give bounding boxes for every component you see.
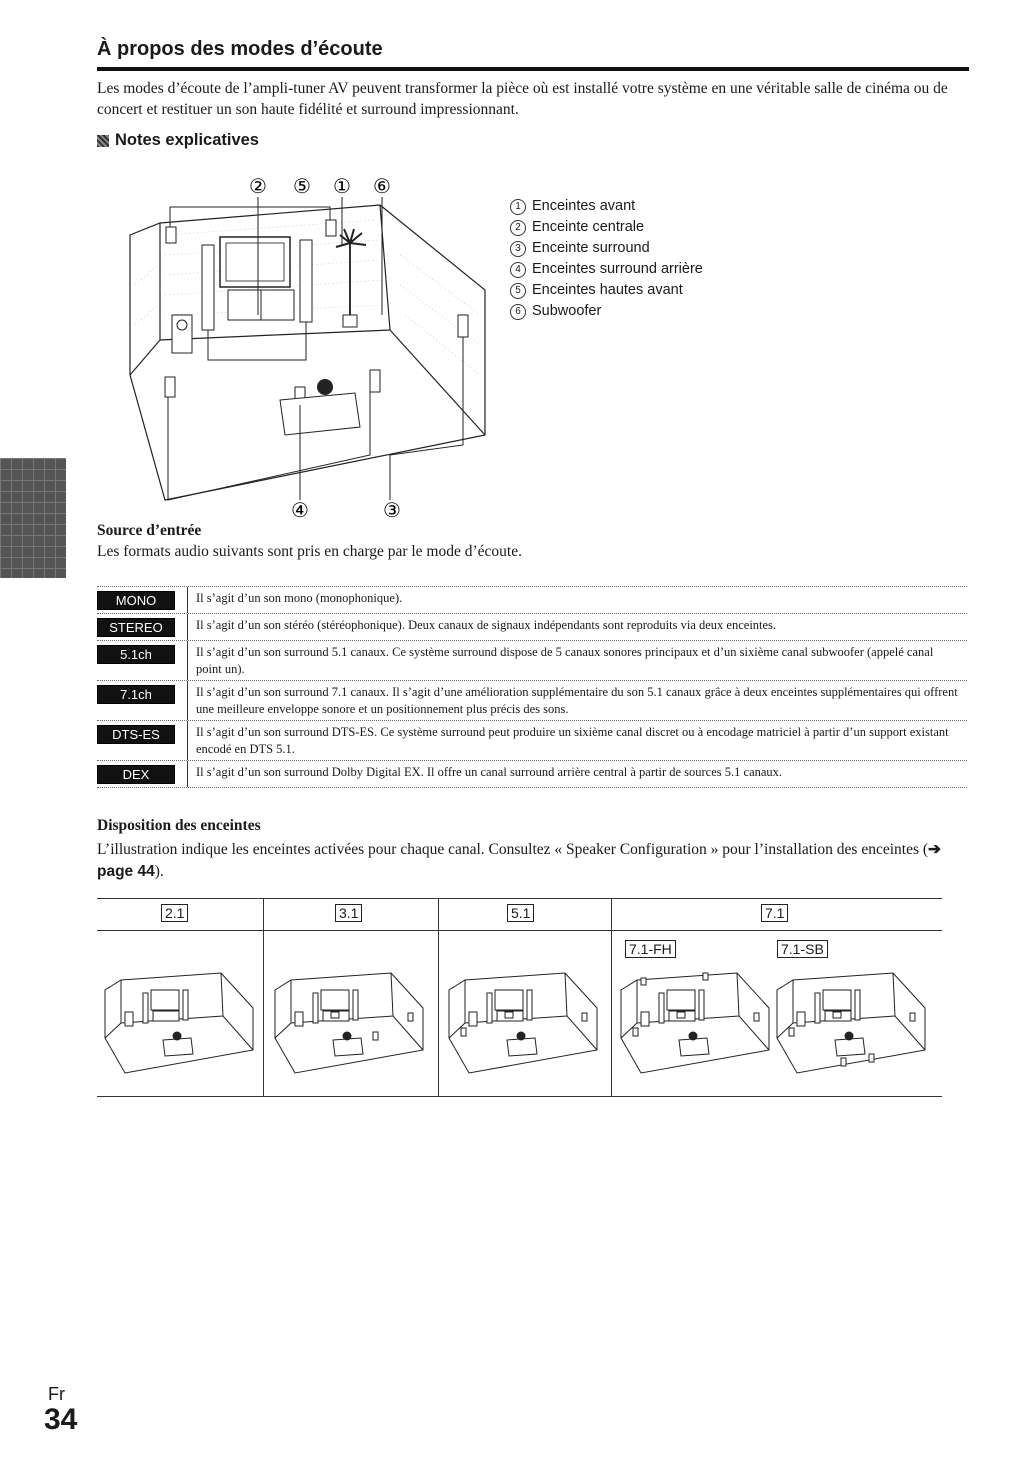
format-description: Il s’agit d’un son surround Dolby Digital EX. Il offre un canal surround arrière central à partir de sources 5.1 canaux. bbox=[196, 765, 783, 779]
title-rule bbox=[97, 67, 969, 71]
legend-number: 2 bbox=[510, 220, 526, 236]
format-description: Il s’agit d’un son stéréo (stéréophonique). Deux canaux de signaux indépendants sont reproduits via deux enceintes. bbox=[196, 618, 777, 632]
config-label-7-1-sb: 7.1-SB bbox=[777, 940, 828, 958]
disposition-text bbox=[97, 839, 967, 883]
format-description: Il s’agit d’un son mono (monophonique). bbox=[196, 591, 403, 605]
format-badge: DTS-ES bbox=[97, 725, 175, 744]
legend-label: Subwoofer bbox=[532, 303, 602, 319]
source-text: Les formats audio suivants sont pris en charge par le mode d’écoute. bbox=[97, 543, 522, 560]
callout-4: ④ bbox=[291, 498, 309, 522]
config-label-2-1: 2.1 bbox=[161, 904, 188, 922]
legend-item bbox=[510, 217, 703, 238]
room-mini-7-1-sb bbox=[775, 968, 930, 1078]
format-badge: MONO bbox=[97, 591, 175, 610]
page-reference-link[interactable]: ➔ page 44 bbox=[97, 841, 942, 880]
legend-number: 3 bbox=[510, 241, 526, 257]
config-label-7-1-fh: 7.1-FH bbox=[625, 940, 676, 958]
legend-item bbox=[510, 301, 703, 322]
callout-5: ⑤ bbox=[293, 174, 311, 198]
format-badge: STEREO bbox=[97, 618, 175, 637]
table-row bbox=[97, 613, 967, 640]
callout-6: ⑥ bbox=[373, 174, 391, 198]
formats-table bbox=[97, 586, 967, 788]
legend-label: Enceinte centrale bbox=[532, 219, 645, 235]
notes-heading-text: Notes explicatives bbox=[115, 131, 259, 149]
disposition-body: L’illustration indique les enceintes activées pour chaque canal. Consultez « Speaker Configuration » pour l’installation des enceintes ( bbox=[97, 841, 929, 858]
table-row bbox=[97, 720, 967, 760]
room-mini-7-1-fh bbox=[619, 968, 774, 1078]
legend-number: 1 bbox=[510, 199, 526, 215]
legend-item bbox=[510, 196, 703, 217]
speaker-legend bbox=[510, 196, 703, 322]
config-label-5-1: 5.1 bbox=[507, 904, 534, 922]
callout-3: ③ bbox=[383, 498, 401, 522]
legend-label: Enceinte surround bbox=[532, 240, 650, 256]
room-mini-3-1 bbox=[273, 968, 428, 1078]
page-language: Fr bbox=[48, 1384, 65, 1404]
room-mini-5-1 bbox=[447, 968, 602, 1078]
config-label-7-1: 7.1 bbox=[761, 904, 788, 922]
config-label-3-1: 3.1 bbox=[335, 904, 362, 922]
legend-number: 5 bbox=[510, 283, 526, 299]
legend-label: Enceintes hautes avant bbox=[532, 282, 683, 298]
format-badge: DEX bbox=[97, 765, 175, 784]
room-mini-2-1 bbox=[103, 968, 258, 1078]
square-bullet-icon bbox=[97, 135, 109, 147]
source-heading: Source d’entrée bbox=[97, 522, 202, 539]
callout-1: ① bbox=[333, 174, 351, 198]
format-badge: 7.1ch bbox=[97, 685, 175, 704]
format-description: Il s’agit d’un son surround 7.1 canaux. Il s’agit d’une amélioration supplémentaire du son 5.1 canaux grâce à deux enceintes supplémentaires qui offrent une meilleure enveloppe sonore et un positionnement plus précis des sons. bbox=[196, 685, 958, 716]
page-number: 34 bbox=[44, 1403, 78, 1436]
room-diagram bbox=[120, 165, 490, 525]
table-row bbox=[97, 680, 967, 720]
legend-number: 4 bbox=[510, 262, 526, 278]
chapter-side-tab bbox=[0, 458, 66, 578]
intro-paragraph: Les modes d’écoute de l’ampli-tuner AV peuvent transformer la pièce où est installé votre système en une véritable salle de cinéma ou de concert et restituer un son haute fidélité et surround impressionnant. bbox=[97, 80, 948, 118]
disposition-end: ). bbox=[154, 863, 164, 880]
table-row bbox=[97, 640, 967, 680]
legend-label: Enceintes surround arrière bbox=[532, 261, 703, 277]
speaker-layout-table bbox=[97, 898, 942, 1097]
legend-item bbox=[510, 238, 703, 259]
legend-number: 6 bbox=[510, 304, 526, 320]
format-badge: 5.1ch bbox=[97, 645, 175, 664]
callout-2: ② bbox=[249, 174, 267, 198]
disposition-heading: Disposition des enceintes bbox=[97, 817, 261, 834]
table-row bbox=[97, 760, 967, 788]
page-title: À propos des modes d’écoute bbox=[97, 38, 383, 60]
legend-item bbox=[510, 280, 703, 301]
format-description: Il s’agit d’un son surround 5.1 canaux. Ce système surround dispose de 5 canaux sonores principaux et d’un sixième canal subwoofer (appelé canal point un). bbox=[196, 645, 934, 676]
table-row bbox=[97, 586, 967, 613]
format-description: Il s’agit d’un son surround DTS-ES. Ce système surround peut produire un sixième canal discret ou à encodage matriciel à partir d’un support existant encodé en DTS 5.1. bbox=[196, 725, 949, 756]
legend-item bbox=[510, 259, 703, 280]
notes-heading bbox=[97, 131, 259, 150]
legend-label: Enceintes avant bbox=[532, 198, 636, 214]
